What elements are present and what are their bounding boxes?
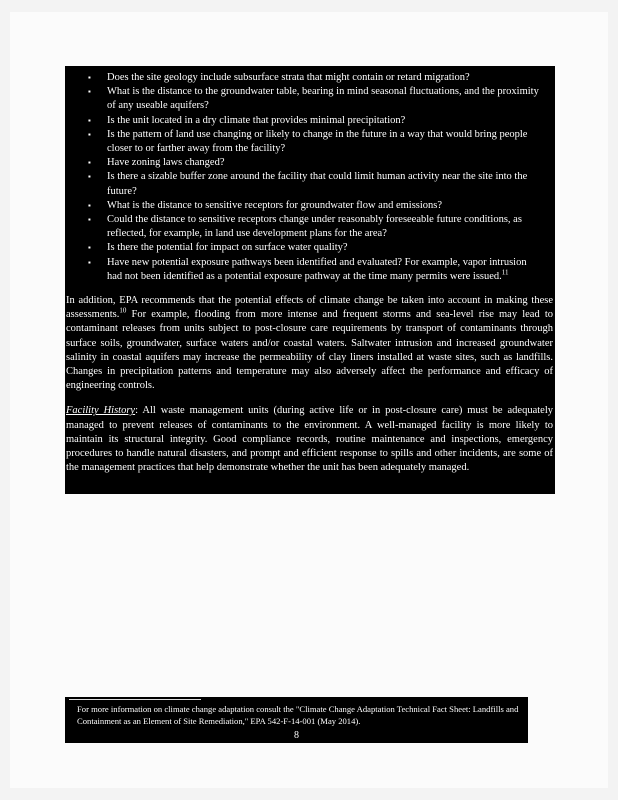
page-number: 8 bbox=[294, 730, 299, 741]
paragraph-text: : All waste management units (during active life or in post-closure care) must be adequately managed to prevent releases of contaminants to the environment. A well-managed facility is more likely to maintain its structural integrity. Good compliance records, routine maintenance and inspections, emergency procedures to handle natural disasters, and prompt and efficient response to spills and other incidents, are some of the management practices that help demonstrate whether the unit has been adequately managed. bbox=[66, 405, 554, 474]
list-item-text: Have zoning laws changed? bbox=[107, 157, 225, 169]
assessment-questions-list bbox=[65, 71, 555, 284]
footnote-ref: 10 bbox=[119, 306, 127, 315]
bullet-icon: ▪ bbox=[88, 73, 91, 82]
bullet-icon: ▪ bbox=[88, 115, 91, 125]
list-item-text: Is the unit located in a dry climate that provides minimal precipitation? bbox=[107, 114, 406, 126]
list-item-text: What is the distance to the groundwater table, bearing in mind seasonal fluctuations, and the proximity of any useable aquifers? bbox=[107, 86, 539, 112]
list-item bbox=[88, 114, 541, 128]
bullet-icon: ▪ bbox=[88, 129, 91, 139]
list-item-text: Is the pattern of land use changing or likely to change in the future in a way that would bring people closer to or farther away from the facility? bbox=[107, 128, 528, 155]
list-item-text: Could the distance to sensitive receptors change under reasonably foreseeable future conditions, as reflected, for example, in land use development plans for the area? bbox=[107, 214, 522, 240]
list-item-text: Is there a sizable buffer zone around the facility that could limit human activity near the site into the future? bbox=[107, 171, 528, 197]
paragraph-text: In addition, EPA recommends that the potential effects of climate change be taken into account in making these assessments. bbox=[66, 295, 553, 321]
redacted-footnote-block bbox=[65, 697, 528, 743]
list-item-text: Have new potential exposure pathways been identified and evaluated? For example, vapor intrusion had not been identified as a potential exposure pathway at the time many permits were issued. bbox=[107, 256, 527, 282]
bullet-icon: ▪ bbox=[88, 158, 91, 168]
list-item bbox=[88, 156, 541, 170]
footnote-text: For more information on climate change adaptation consult the "Climate Change Adaptation Technical Fact Sheet: Landfills and Containment as an Element of Site Remediation," EPA 542-F-14-001 (May 2014). bbox=[77, 704, 519, 726]
bullet-icon: ▪ bbox=[88, 200, 91, 210]
bullet-icon: ▪ bbox=[88, 87, 91, 97]
list-item bbox=[88, 213, 541, 241]
list-item-text: Is there the potential for impact on surface water quality? bbox=[107, 242, 348, 254]
footnote-ref: 11 bbox=[501, 268, 509, 277]
paragraph-text: For example, flooding from more intense and frequent storms and sea-level rise may lead to contaminant releases from units subject to post-closure care requirements by transport of contaminants through surface soils, groundwater, surface waters and/or coastal waters. Saltwater intrusion and increased groundwater salinity in coastal aquifers may increase the permeability of clay liners installed at waste sites, such as landfills. Changes in precipitation patterns and temperature may also adversely affect the performance and efficacy of engineering controls. bbox=[66, 309, 553, 392]
facility-history-paragraph bbox=[65, 404, 555, 475]
list-item bbox=[88, 170, 541, 198]
bullet-icon: ▪ bbox=[88, 172, 91, 182]
list-item-text: Does the site geology include subsurface strata that might contain or retard migration? bbox=[107, 72, 470, 83]
list-item bbox=[88, 256, 541, 284]
list-item bbox=[88, 71, 541, 85]
list-item bbox=[88, 199, 541, 213]
climate-change-paragraph bbox=[65, 294, 555, 393]
bullet-icon: ▪ bbox=[88, 215, 91, 225]
bullet-icon: ▪ bbox=[88, 243, 91, 253]
list-item bbox=[88, 241, 541, 255]
redacted-main-text-block bbox=[65, 66, 555, 494]
list-item bbox=[88, 128, 541, 156]
footnote-divider bbox=[69, 699, 201, 700]
list-item bbox=[88, 85, 541, 113]
list-item-text: What is the distance to sensitive receptors for groundwater flow and emissions? bbox=[107, 199, 443, 211]
bullet-icon: ▪ bbox=[88, 257, 91, 267]
facility-history-heading: Facility History bbox=[66, 405, 136, 417]
